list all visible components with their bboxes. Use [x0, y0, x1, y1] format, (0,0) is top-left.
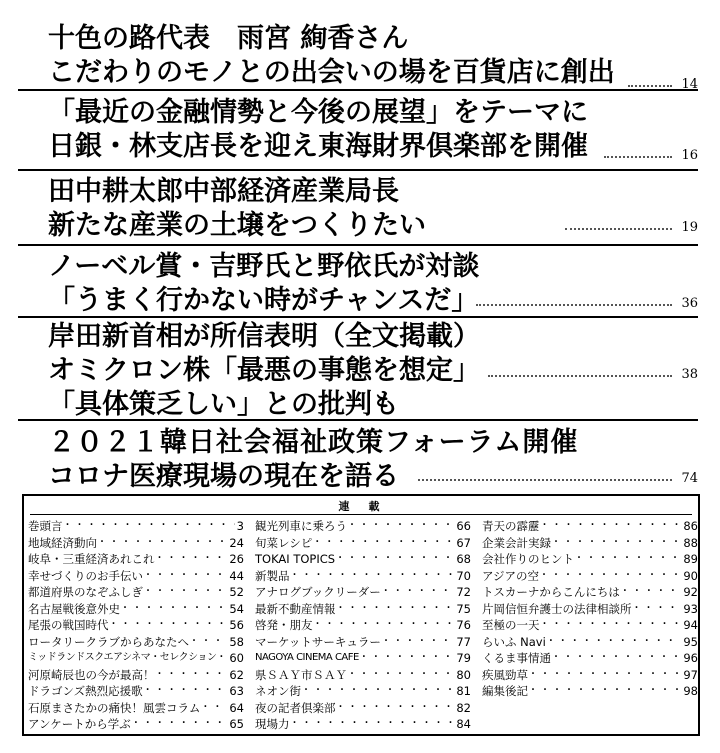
- serial-item-page: 98: [683, 684, 698, 698]
- article-title-line: 田中耕太郎中部経済産業局長: [48, 176, 399, 207]
- serial-item[interactable]: [255, 584, 471, 601]
- leader-dots: [335, 551, 454, 568]
- serial-item[interactable]: [28, 617, 244, 634]
- leader-dots: [143, 584, 227, 601]
- serial-item-page: 88: [683, 535, 698, 550]
- leader-dots: [120, 601, 227, 618]
- serial-item[interactable]: [255, 634, 471, 651]
- leader-dots: [628, 85, 672, 87]
- serial-item-page: 96: [683, 651, 698, 665]
- serial-item[interactable]: [255, 683, 471, 700]
- serial-item-label: 編集後記: [482, 684, 528, 698]
- article-title-line: 日銀・林支店長を迎え東海財界倶楽部を開催: [48, 131, 588, 162]
- leader-dots: [347, 667, 454, 684]
- leader-dots: [301, 683, 454, 700]
- serial-item[interactable]: [28, 518, 244, 535]
- serial-item[interactable]: [28, 535, 244, 552]
- serial-item-label: アンケートから学ぶ: [28, 717, 131, 731]
- serial-item-label: ロータリークラブからあなたへ: [28, 634, 189, 649]
- serial-item-page: 54: [229, 601, 244, 616]
- serial-item-label: NAGOYA CINEMA CAFE: [255, 652, 359, 663]
- serial-item-page: 97: [683, 667, 698, 682]
- serial-item-page: 90: [683, 568, 698, 583]
- serial-item-page: 75: [456, 601, 471, 616]
- article-title-line: 「うまく行かない時がチャンスだ」: [48, 285, 479, 316]
- leader-dots: [313, 617, 455, 634]
- serial-item-label: 青天の霹靂: [482, 519, 540, 533]
- article-title-line: オミクロン株「最悪の事態を想定」: [48, 355, 480, 386]
- leader-dots: [418, 479, 672, 481]
- article-separator: [18, 419, 698, 421]
- serial-item-label: アナログブックリーダー: [255, 585, 381, 599]
- serial-item-label: 県ＳＡＹ市ＳＡＹ: [255, 667, 347, 682]
- leader-dots: [200, 700, 227, 717]
- leader-dots: [290, 568, 455, 585]
- serial-item[interactable]: [482, 617, 698, 634]
- serial-item-label: 岐阜・三重経済あれこれ: [28, 552, 155, 566]
- serial-item[interactable]: [482, 568, 698, 585]
- serial-column: [255, 518, 471, 733]
- serial-item-label: くるま事情通: [482, 651, 551, 665]
- article-separator: [18, 316, 698, 318]
- serial-item-label: ミッドランドスクエアシネマ・セレクション: [28, 652, 217, 663]
- serial-item[interactable]: [28, 683, 244, 700]
- serial-item-label: ネオン街: [255, 684, 301, 698]
- serial-item-label: 夜の記者倶楽部: [255, 700, 336, 715]
- serial-item-label: 石原まさたかの痛快！風雲コラム: [28, 700, 201, 715]
- serial-item-page: 86: [683, 519, 698, 533]
- serial-box: [22, 494, 700, 736]
- leader-dots: [381, 584, 455, 601]
- serial-item-page: 56: [229, 618, 244, 632]
- serial-item-label: 都道府県のなぞふしぎ: [28, 585, 143, 599]
- serial-item-label: 幸せづくりのお手伝い: [28, 568, 143, 583]
- leader-dots: [63, 518, 235, 535]
- leader-dots: [551, 535, 681, 552]
- serial-item-page: 44: [229, 568, 244, 583]
- article-page-number: 74: [681, 471, 698, 486]
- serial-item-page: 52: [229, 585, 244, 599]
- serial-item[interactable]: [255, 601, 471, 618]
- leader-dots: [155, 551, 228, 568]
- article-title-line: 岸田新首相が所信表明（全文掲載）: [48, 321, 480, 352]
- article-title-line: 新たな産業の土壌をつくりたい: [48, 210, 426, 241]
- serial-item-label: らいふ Navi: [482, 634, 546, 649]
- serial-item-page: 84: [456, 717, 471, 731]
- serial-item-page: 72: [456, 585, 471, 599]
- serial-item-page: 66: [456, 519, 471, 533]
- serial-item[interactable]: [255, 568, 471, 585]
- article-title-line: ２０２１韓日社会福祉政策フォーラム開催: [48, 427, 579, 458]
- serial-item[interactable]: [28, 601, 244, 618]
- article-page-number: 38: [681, 367, 698, 382]
- serial-item[interactable]: [255, 716, 471, 733]
- leader-dots: [189, 634, 227, 651]
- serial-item[interactable]: [28, 584, 244, 601]
- leader-dots: [347, 518, 454, 535]
- serial-item[interactable]: [482, 650, 698, 667]
- serial-item[interactable]: [255, 650, 471, 667]
- leader-dots: [155, 667, 228, 684]
- serial-item-label: マーケットサーキュラー: [255, 634, 381, 649]
- serial-item[interactable]: [255, 667, 471, 684]
- serial-column: [482, 518, 698, 700]
- serial-item[interactable]: [482, 683, 698, 700]
- article-title-line: 「最近の金融情勢と今後の展望」をテーマに: [48, 97, 588, 128]
- serial-item-page: 81: [456, 684, 471, 698]
- serial-item-page: 26: [229, 552, 244, 566]
- serial-item-label: 現場力: [255, 717, 290, 731]
- serial-item-label: 尾張の戦国時代: [28, 618, 109, 632]
- serial-item-page: 58: [229, 634, 244, 649]
- leader-dots: [290, 716, 455, 733]
- leader-dots: [381, 634, 454, 651]
- serial-item[interactable]: [482, 535, 698, 552]
- serial-item-page: 67: [456, 535, 471, 550]
- leader-dots: [632, 601, 682, 618]
- serial-item[interactable]: [482, 667, 698, 684]
- leader-dots: [540, 518, 682, 535]
- article-page-number: 16: [681, 148, 698, 163]
- serial-item[interactable]: [482, 518, 698, 535]
- article-title-line: ノーベル賞・吉野氏と野依氏が対談: [48, 251, 480, 282]
- serial-item[interactable]: [28, 568, 244, 585]
- serial-item[interactable]: [482, 584, 698, 601]
- leader-dots: [476, 304, 672, 306]
- serial-item-page: 94: [683, 618, 698, 632]
- leader-dots: [488, 375, 672, 377]
- serial-item-page: 64: [229, 700, 244, 715]
- leader-dots: [528, 683, 681, 700]
- serial-item-page: 60: [229, 651, 244, 665]
- article-page-number: 36: [681, 296, 698, 311]
- serial-item-label: 河原崎辰也の今が最高！: [28, 667, 155, 682]
- article-title-line: 「具体策乏しい」との批判も: [48, 389, 399, 420]
- article-title-line: 十色の路代表 雨宮 絢香さん: [48, 23, 409, 54]
- leader-dots: [546, 634, 682, 651]
- leader-dots: [359, 650, 455, 667]
- leader-dots: [620, 584, 681, 601]
- serial-item[interactable]: [28, 667, 244, 684]
- serial-title: 連 載: [338, 500, 384, 513]
- serial-item[interactable]: [482, 551, 698, 568]
- serial-item-label: 巻頭言: [28, 519, 63, 533]
- serial-item-label: 観光列車に乗ろう: [255, 519, 347, 533]
- leader-dots: [539, 568, 681, 585]
- serial-item-label: 片岡信恒弁護士の法律相談所: [482, 601, 632, 616]
- serial-item[interactable]: [28, 700, 244, 717]
- serial-item-label: 旬菜レシピ: [255, 535, 313, 550]
- serial-item[interactable]: [255, 518, 471, 535]
- leader-dots: [143, 568, 227, 585]
- article-separator: [18, 244, 698, 246]
- serial-item-page: 24: [229, 535, 244, 550]
- leader-dots: [131, 716, 228, 733]
- serial-item-label: TOKAI TOPICS: [255, 552, 336, 566]
- leader-dots: [97, 535, 227, 552]
- serial-item-page: 92: [683, 585, 698, 599]
- serial-item-page: 79: [456, 651, 471, 665]
- leader-dots: [604, 156, 672, 158]
- leader-dots: [574, 551, 681, 568]
- leader-dots: [336, 601, 455, 618]
- serial-item[interactable]: [255, 551, 471, 568]
- serial-item-label: 地域経済動向: [28, 535, 97, 550]
- article-page-number: 19: [681, 220, 698, 235]
- serial-item-label: アジアの空: [482, 568, 540, 583]
- serial-column: [28, 518, 244, 733]
- article-separator: [18, 169, 698, 171]
- serial-title-rule: [30, 514, 692, 515]
- leader-dots: [336, 700, 455, 717]
- article-title-line: コロナ医療現場の現在を語る: [48, 461, 399, 492]
- article-separator: [18, 89, 698, 91]
- leader-dots: [528, 667, 681, 684]
- serial-item-label: 啓発・朋友: [255, 618, 313, 632]
- serial-item-page: 95: [683, 634, 698, 649]
- serial-item[interactable]: [255, 700, 471, 717]
- leader-dots: [312, 535, 454, 552]
- serial-item-page: 77: [456, 634, 471, 649]
- article-title-line: こだわりのモノとの出会いの場を百貨店に創出: [48, 57, 615, 88]
- serial-item-page: 3: [236, 519, 244, 533]
- serial-item-label: 最新不動産情報: [255, 601, 336, 616]
- serial-item-page: 70: [456, 568, 471, 583]
- serial-item-page: 76: [456, 618, 471, 632]
- serial-item[interactable]: [28, 650, 244, 667]
- serial-item-label: トスカーナからこんにちは: [482, 585, 620, 599]
- serial-item-label: ドラゴンズ熱烈応援歌: [28, 684, 143, 698]
- serial-item[interactable]: [482, 601, 698, 618]
- leader-dots: [216, 650, 227, 667]
- serial-item-label: 疾風勁草: [482, 667, 528, 682]
- serial-item-label: 企業会計実録: [482, 535, 551, 550]
- serial-item-page: 65: [229, 717, 244, 731]
- leader-dots: [143, 683, 228, 700]
- serial-item-page: 62: [229, 667, 244, 682]
- article-page-number: 14: [681, 77, 698, 92]
- serial-item[interactable]: [482, 634, 698, 651]
- leader-dots: [109, 617, 228, 634]
- serial-item-page: 63: [229, 684, 244, 698]
- serial-item-label: 名古屋戦後意外史: [28, 601, 120, 616]
- serial-item[interactable]: [255, 617, 471, 634]
- serial-item-label: 会社作りのヒント: [482, 552, 574, 566]
- serial-item[interactable]: [28, 716, 244, 733]
- serial-item-page: 68: [456, 552, 471, 566]
- leader-dots: [565, 228, 672, 230]
- serial-item-page: 93: [683, 601, 698, 616]
- serial-item-page: 80: [456, 667, 471, 682]
- serial-item[interactable]: [28, 634, 244, 651]
- serial-item[interactable]: [255, 535, 471, 552]
- serial-item-page: 82: [456, 700, 471, 715]
- serial-item-page: 89: [683, 552, 698, 566]
- serial-item-label: 新製品: [255, 568, 290, 583]
- serial-item-label: 至極の一天: [482, 618, 540, 632]
- leader-dots: [540, 617, 682, 634]
- serial-item[interactable]: [28, 551, 244, 568]
- leader-dots: [551, 650, 681, 667]
